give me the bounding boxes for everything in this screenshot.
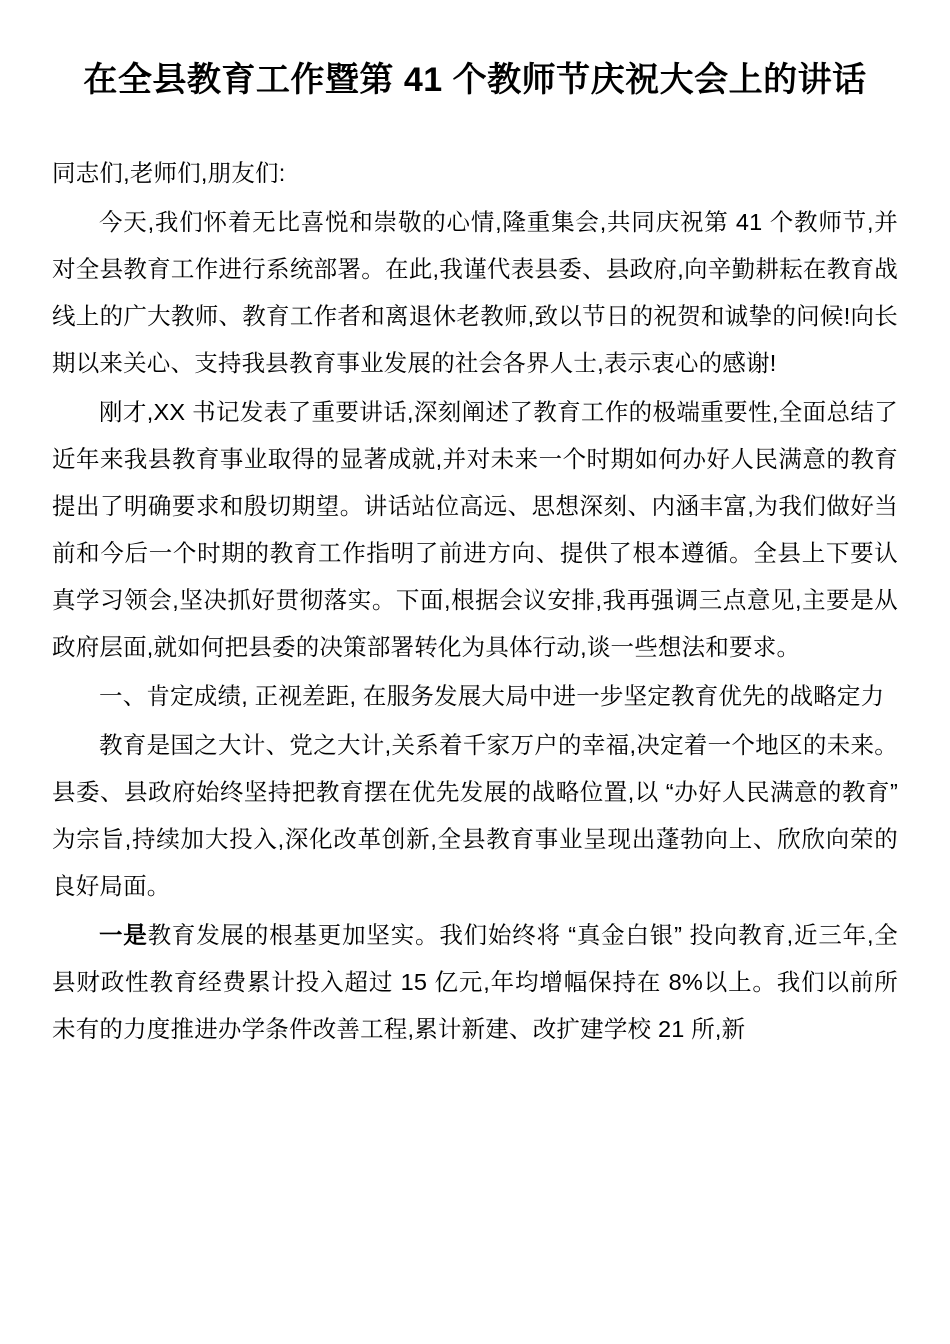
paragraph-4 xyxy=(52,912,898,1053)
salutation: 同志们,老师们,朋友们: xyxy=(52,159,286,186)
page-title: 在全县教育工作暨第 41 个教师节庆祝大会上的讲话 xyxy=(83,61,867,99)
paragraph-4-lead: 一是 xyxy=(99,921,148,948)
paragraph-4-rest: 教育发展的根基更加坚实。我们始终将 “真金白银” 投向教育,近三年,全县财政性教育经费累计投入超过 15 亿元,年均增幅保持在 8%以上。我们以前所未有的力度推进办学条件改善工程,累计新建、改扩建学校 21 所,新 xyxy=(52,921,898,1042)
section-heading-1: 一、肯定成绩, 正视差距, 在服务发展大局中进一步坚定教育优先的战略定力 xyxy=(99,682,885,709)
paragraph-1: 今天,我们怀着无比喜悦和崇敬的心情,隆重集会,共同庆祝第 41 个教师节,并对全县教育工作进行系统部署。在此,我谨代表县委、县政府,向辛勤耕耘在教育战线上的广大教师、教育工作者和离退休老教师,致以节日的祝贺和诚挚的问候!向长期以来关心、支持我县教育事业发展的社会各界人士,表示衷心的感谢! xyxy=(52,208,898,376)
paragraph-3: 教育是国之大计、党之大计,关系着千家万户的幸福,决定着一个地区的未来。县委、县政府始终坚持把教育摆在优先发展的战略位置,以 “办好人民满意的教育” 为宗旨,持续加大投入,深化改革创新,全县教育事业呈现出蓬勃向上、欣欣向荣的良好局面。 xyxy=(52,731,898,899)
paragraph-2: 刚才,XX 书记发表了重要讲话,深刻阐述了教育工作的极端重要性,全面总结了近年来我县教育事业取得的显著成就,并对未来一个时期如何办好人民满意的教育提出了明确要求和殷切期望。讲话站位高远、思想深刻、内涵丰富,为我们做好当前和今后一个时期的教育工作指明了前进方向、提供了根本遵循。全县上下要认真学习领会,坚决抓好贯彻落实。下面,根据会议安排,我再强调三点意见,主要是从政府层面,就如何把县委的决策部署转化为具体行动,谈一些想法和要求。 xyxy=(52,398,898,660)
